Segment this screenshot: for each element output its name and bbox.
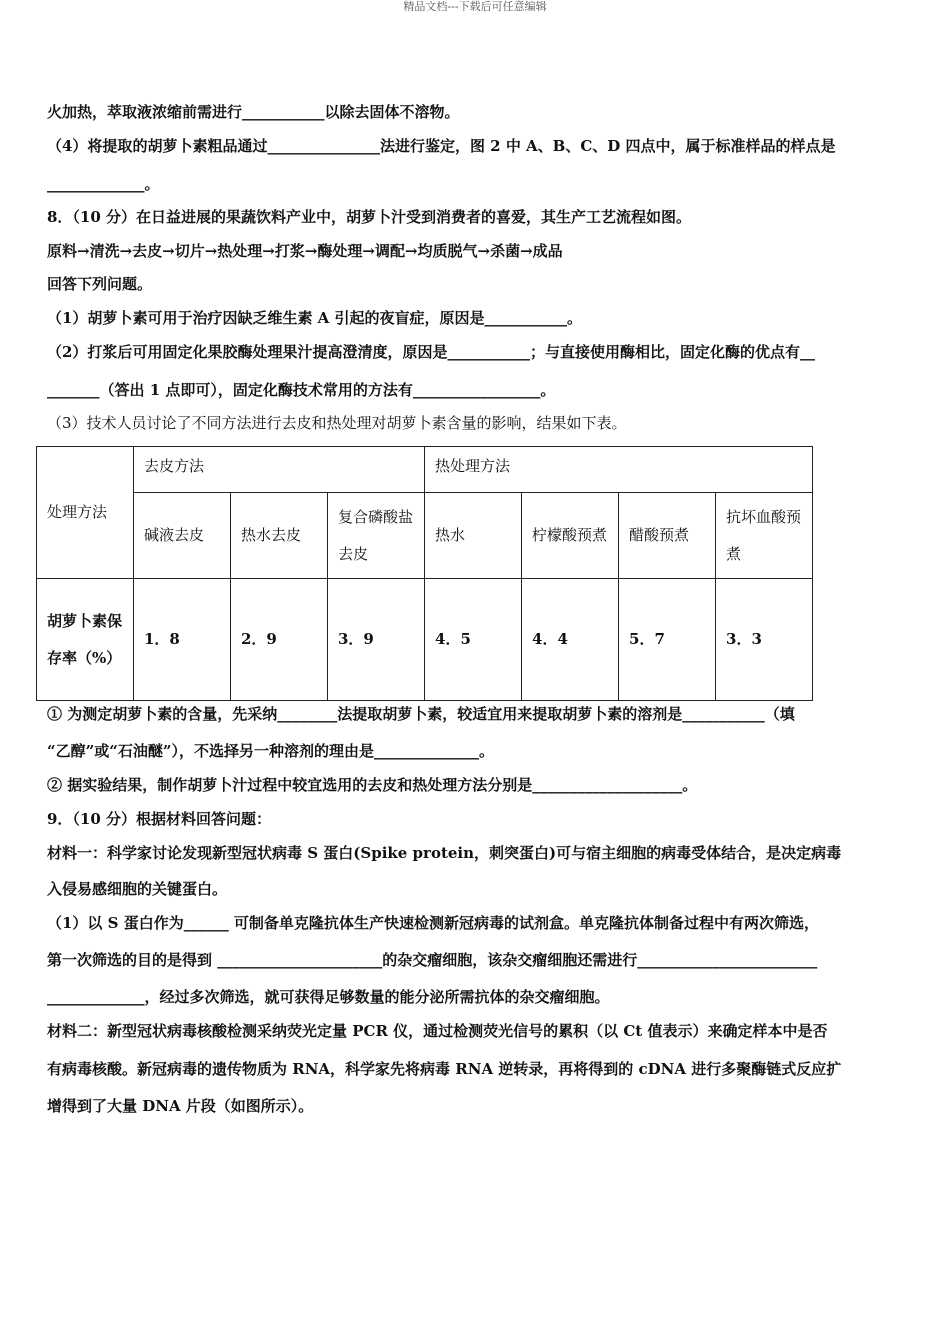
value-cell: 2．9 — [231, 579, 328, 701]
text-line-11: ① 为测定胡萝卜素的含量，先采纳________法提取胡萝卜素，较适宜用来提取胡萝卜素的溶剂是___________（填 — [47, 705, 795, 723]
value-cell: 5．7 — [619, 579, 716, 701]
text-line-4: 8．（10 分）在日益进展的果蔬饮料产业中，胡萝卜汁受到消费者的喜爱，其生产工艺流程如图。 — [47, 208, 692, 226]
value-cell: 4．5 — [425, 579, 522, 701]
text-line-2: （4）将提取的胡萝卜素粗品通过_______________法进行鉴定，图 2 中 A、B、C、D 四点中，属于标准样品的样点是 — [47, 137, 836, 155]
text-line-10: （3）技术人员讨论了不同方法进行去皮和热处理对胡萝卜素含量的影响，结果如下表。 — [47, 414, 627, 432]
column-header-cell: 复合磷酸盐去皮 — [328, 493, 425, 579]
column-header-cell: 碱液去皮 — [134, 493, 231, 579]
group-peel-header: 去皮方法 — [134, 447, 425, 493]
column-header-cell: 热水去皮 — [231, 493, 328, 579]
text-line-14: 9．（10 分）根据材料回答问题： — [47, 810, 272, 828]
text-line-1: 火加热，萃取液浓缩前需进行___________以除去固体不溶物。 — [47, 103, 460, 121]
value-cell: 4．4 — [522, 579, 619, 701]
value-cell: 1．8 — [134, 579, 231, 701]
value-cell: 3．9 — [328, 579, 425, 701]
text-line-17: （1）以 S 蛋白作为______ 可制备单克隆抗体生产快速检测新冠病毒的试剂盒。单克隆抗体制备过程中有两次筛选， — [47, 914, 819, 932]
text-line-18: 第一次筛选的目的是得到 ______________________的杂交瘤细胞，该杂交瘤细胞还需进行________________________ — [47, 951, 818, 969]
text-line-19: _____________，经过多次筛选，就可获得足够数量的能分泌所需抗体的杂交瘤细胞。 — [47, 988, 610, 1006]
group-heat-header: 热处理方法 — [425, 447, 813, 493]
text-line-13: ② 据实验结果，制作胡萝卜汁过程中较宜选用的去皮和热处理方法分别是____________________。 — [47, 776, 698, 794]
column-header-cell: 抗坏血酸预煮 — [716, 493, 813, 579]
text-line-22: 增得到了大量 DNA 片段（如图所示）。 — [47, 1097, 314, 1115]
text-line-16: 入侵易感细胞的关键蛋白。 — [47, 880, 228, 898]
text-line-9: _______（答出 1 点即可），固定化酶技术常用的方法有_________________。 — [47, 381, 556, 399]
column-header-cell: 柠檬酸预煮 — [522, 493, 619, 579]
value-label-cell: 胡萝卜素保存率（%） — [37, 579, 134, 701]
text-line-3: _____________。 — [47, 175, 160, 193]
text-line-5: 原料→清洗→去皮→切片→热处理→打浆→酶处理→调配→均质脱气→杀菌→成品 — [47, 242, 563, 260]
value-cell: 3．3 — [716, 579, 813, 701]
text-line-21: 有病毒核酸。新冠病毒的遗传物质为 RNA，科学家先将病毒 RNA 逆转录，再将得到的 cDNA 进行多聚酶链式反应扩 — [47, 1060, 842, 1078]
text-line-7: （1）胡萝卜素可用于治疗因缺乏维生素 A 引起的夜盲症，原因是___________。 — [47, 309, 583, 327]
text-line-12: “乙醇”或“石油醚”），不选择另一种溶剂的理由是______________。 — [47, 742, 495, 760]
results-table — [36, 446, 813, 701]
column-header-cell: 醋酸预煮 — [619, 493, 716, 579]
column-header-cell: 热水 — [425, 493, 522, 579]
text-line-6: 回答下列问题。 — [47, 275, 153, 293]
page-header: 精品文档---下载后可任意编辑 — [403, 0, 547, 13]
row-header-cell: 处理方法 — [37, 447, 134, 579]
text-line-20: 材料二：新型冠状病毒核酸检测采纳荧光定量 PCR 仪，通过检测荧光信号的累积（以 Ct 值表示）来确定样本中是否 — [47, 1022, 828, 1040]
text-line-8: （2）打浆后可用固定化果胶酶处理果汁提高澄清度，原因是___________；与直接使用酶相比，固定化酶的优点有__ — [47, 343, 815, 361]
text-line-15: 材料一：科学家讨论发现新型冠状病毒 S 蛋白(Spike protein，刺突蛋白)可与宿主细胞的病毒受体结合，是决定病毒 — [47, 844, 842, 862]
